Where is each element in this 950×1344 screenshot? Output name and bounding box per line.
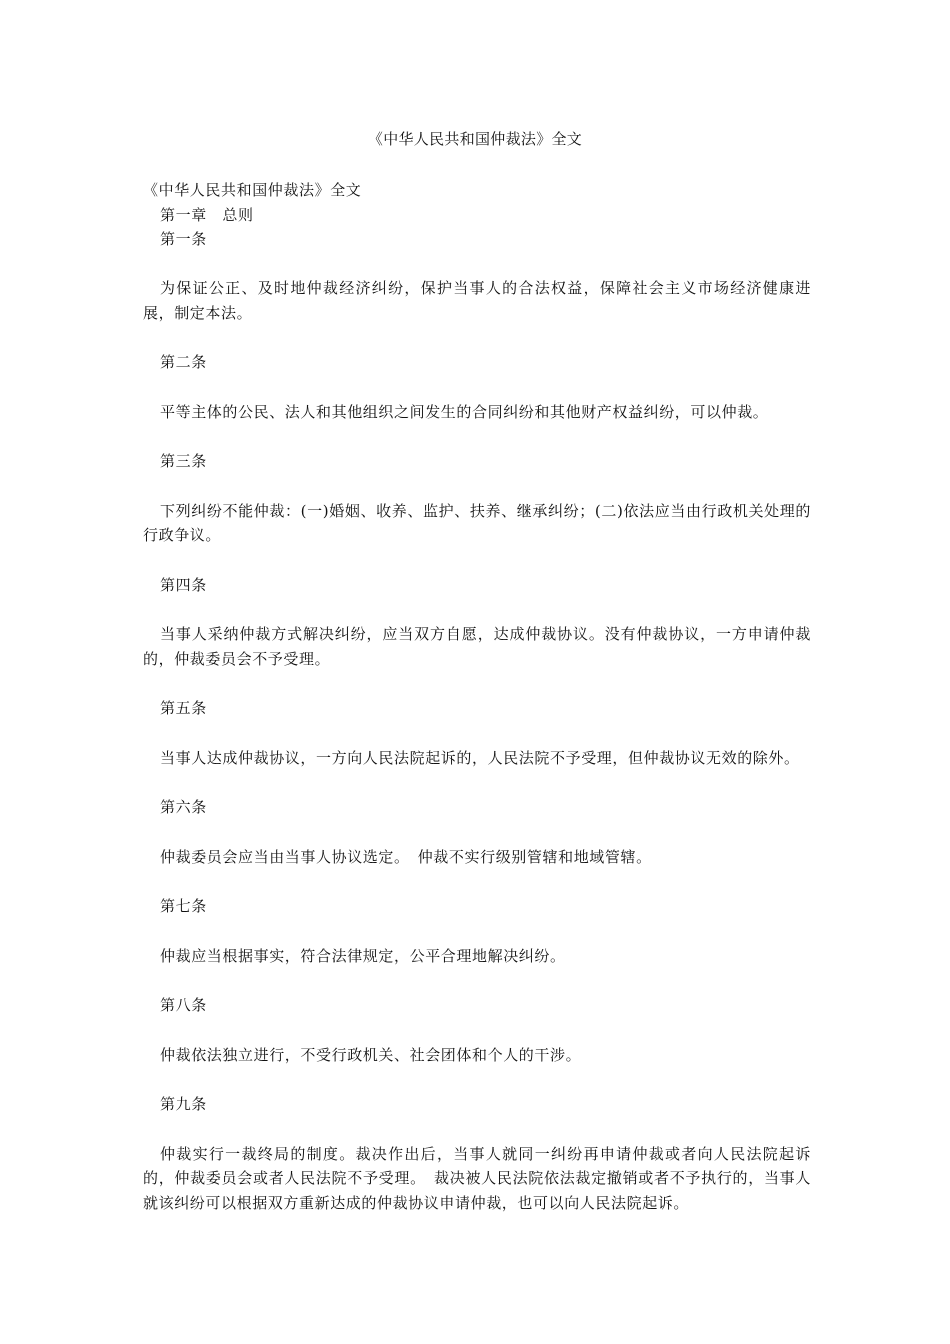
article-heading: 第三条	[160, 452, 207, 470]
article-text: 仲裁依法独立进行，不受行政机关、社会团体和个人的干涉。	[160, 1045, 582, 1064]
article-text: 下列纠纷不能仲裁：(一)婚姻、收养、监护、扶养、继承纠纷；(二)依法应当由行政机关处理的行政争议。	[143, 501, 811, 544]
spacer	[143, 770, 811, 795]
spacer	[143, 919, 811, 944]
spacer	[143, 597, 811, 622]
spacer	[143, 375, 811, 400]
document-subtitle: 《中华人民共和国仲裁法》全文	[143, 181, 362, 199]
article-text: 当事人达成仲裁协议，一方向人民法院起诉的，人民法院不予受理，但仲裁协议无效的除外。	[160, 748, 800, 767]
article-text: 仲裁实行一裁终局的制度。裁决作出后，当事人就同一纠纷再申请仲裁或者向人民法院起诉的，仲裁委员会或者人民法院不予受理。 裁决被人民法院依法裁定撤销或者不予执行的，当事人就该纠纷可以根据双方重新达成的仲裁协议申请仲裁，也可以向人民法院起诉。	[143, 1144, 811, 1212]
article-text: 当事人采纳仲裁方式解决纠纷，应当双方自愿，达成仲裁协议。没有仲裁协议，一方申请仲裁的，仲裁委员会不予受理。	[143, 625, 811, 668]
spacer	[143, 1117, 811, 1142]
document-title: 《中华人民共和国仲裁法》全文	[367, 130, 583, 148]
spacer	[143, 424, 811, 449]
article-heading: 第六条	[160, 798, 207, 816]
article-heading: 第九条	[160, 1095, 207, 1113]
article-heading: 第八条	[160, 996, 207, 1014]
spacer	[143, 252, 811, 277]
spacer	[143, 1018, 811, 1043]
spacer	[143, 820, 811, 845]
article-heading: 第七条	[160, 897, 207, 915]
spacer	[143, 548, 811, 573]
article-text: 仲裁委员会应当由当事人协议选定。 仲裁不实行级别管辖和地域管辖。	[160, 847, 652, 866]
article-heading: 第五条	[160, 699, 207, 717]
article-text: 仲裁应当根据事实，符合法律规定，公平合理地解决纠纷。	[160, 946, 566, 965]
spacer	[143, 869, 811, 894]
spacer	[143, 325, 811, 350]
article-text: 为保证公正、及时地仲裁经济纠纷，保护当事人的合法权益，保障社会主义市场经济健康进展，制定本法。	[143, 279, 811, 322]
spacer	[143, 721, 811, 746]
article-heading: 第一条	[160, 230, 207, 248]
spacer	[143, 474, 811, 499]
article-heading: 第四条	[160, 575, 207, 594]
article-heading: 第二条	[160, 353, 207, 371]
document-body	[143, 178, 811, 1215]
spacer	[143, 1067, 811, 1092]
spacer	[143, 671, 811, 696]
chapter-heading: 第一章 总则	[160, 205, 254, 224]
spacer	[143, 968, 811, 993]
article-text: 平等主体的公民、法人和其他组织之间发生的合同纠纷和其他财产权益纠纷，可以仲裁。	[160, 402, 769, 421]
